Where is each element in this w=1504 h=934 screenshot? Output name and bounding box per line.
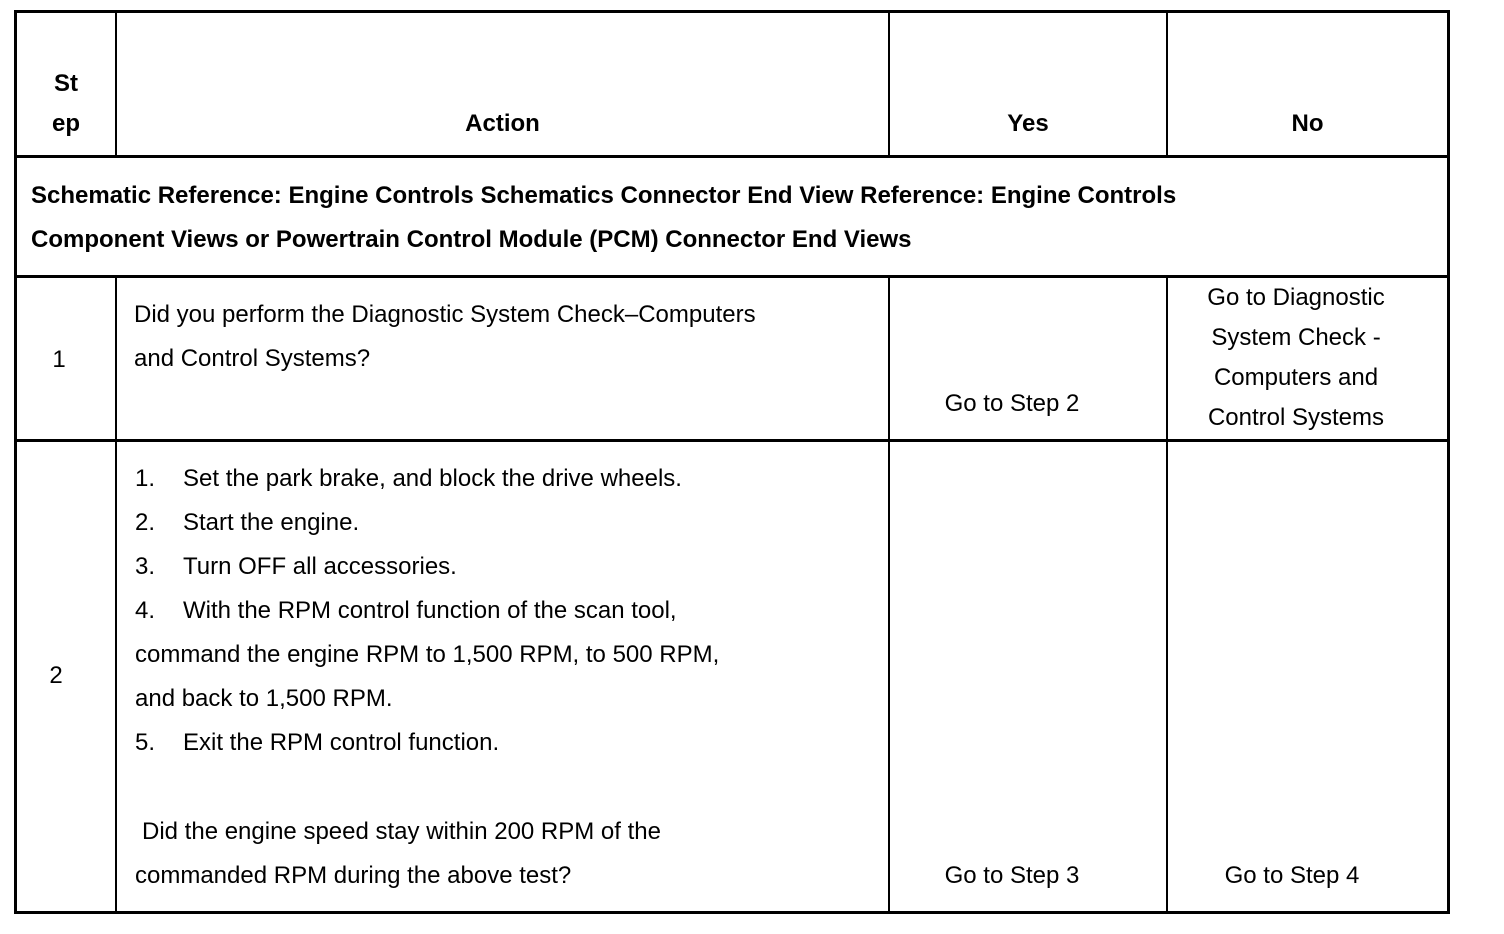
table-border-right <box>1447 10 1450 914</box>
row2-question <box>135 810 885 898</box>
reference-line-2: Component Views or Powertrain Control Module (PCM) Connector End Views <box>31 226 912 253</box>
row1-step: 1 <box>52 346 66 373</box>
row2-no: Go to Step 4 <box>1224 862 1360 889</box>
header-step-line2: ep <box>51 110 80 137</box>
row1-no-line3: Computers and <box>1213 364 1379 391</box>
reference-line-1: Schematic Reference: Engine Controls Schematics Connector End View Reference: Engine Controls <box>31 182 1177 209</box>
instruction-text: Turn OFF all accessories. <box>183 553 457 580</box>
header-step <box>17 64 115 144</box>
instruction-number: 2. <box>135 509 156 536</box>
reference-text <box>31 174 1441 262</box>
instruction-item <box>135 545 885 589</box>
diagnostic-table <box>14 10 1450 914</box>
header-no: No <box>1291 110 1324 137</box>
col-divider-action <box>888 276 890 913</box>
table-border-bottom <box>14 911 1450 914</box>
instruction-continuation: and back to 1,500 RPM. <box>135 685 393 712</box>
col-divider-step <box>115 276 117 913</box>
instruction-number: 5. <box>135 729 156 756</box>
instruction-text: With the RPM control function of the scan tool, <box>183 597 677 624</box>
row1-no <box>1168 278 1424 438</box>
header-action: Action <box>465 110 540 137</box>
instruction-number: 1. <box>135 465 156 492</box>
header-step-line1: St <box>54 70 78 97</box>
row1-no-line4: Control Systems <box>1207 404 1385 431</box>
row1-divider <box>14 439 1450 442</box>
row1-action-line2: and Control Systems? <box>134 345 371 372</box>
instruction-text: Start the engine. <box>183 509 360 536</box>
row2-step: 2 <box>49 662 63 689</box>
instruction-item <box>135 721 885 765</box>
row2-yes: Go to Step 3 <box>944 862 1080 889</box>
row2-question-line2: commanded RPM during the above test? <box>135 862 572 889</box>
header-divider <box>14 155 1450 158</box>
row1-no-line1: Go to Diagnostic <box>1207 284 1385 311</box>
row2-question-line1: Did the engine speed stay within 200 RPM of the <box>142 818 661 845</box>
row1-action <box>134 293 884 381</box>
row1-yes: Go to Step 2 <box>944 390 1080 417</box>
row1-no-line2: System Check - <box>1211 324 1381 351</box>
table-border-top <box>14 10 1450 13</box>
table-border-left <box>14 10 17 914</box>
header-yes: Yes <box>1007 110 1049 137</box>
row2-action <box>135 457 885 765</box>
instruction-item <box>135 457 885 501</box>
instruction-item <box>135 501 885 545</box>
instruction-continuation: command the engine RPM to 1,500 RPM, to 500 RPM, <box>135 641 720 668</box>
instruction-text: Set the park brake, and block the drive wheels. <box>183 465 682 492</box>
instruction-number: 4. <box>135 597 156 624</box>
instruction-number: 3. <box>135 553 156 580</box>
instruction-item <box>135 589 885 633</box>
row1-action-line1: Did you perform the Diagnostic System Check–Computers <box>134 301 756 328</box>
instruction-text: Exit the RPM control function. <box>183 729 500 756</box>
